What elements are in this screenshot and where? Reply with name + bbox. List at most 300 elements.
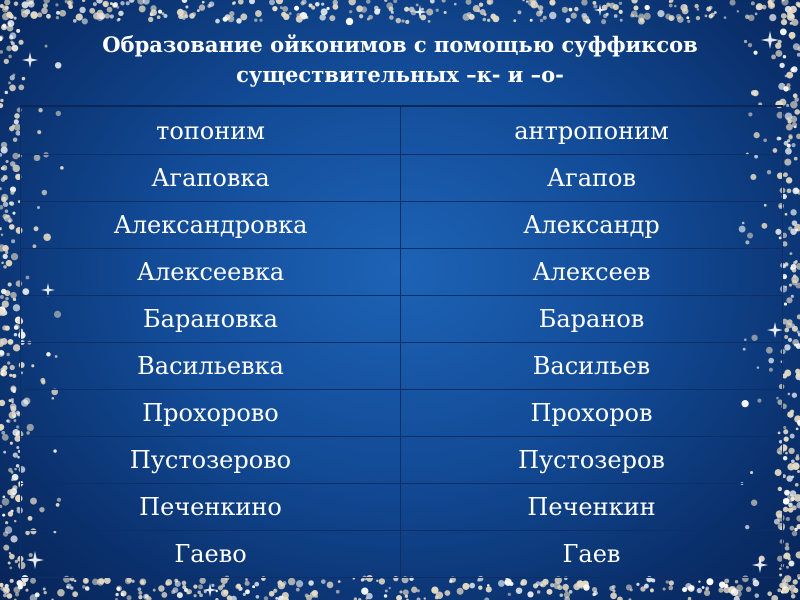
sparkle-dot	[791, 143, 795, 147]
sparkle-dot	[786, 13, 793, 20]
sparkle-dot	[560, 593, 563, 596]
sparkle-dot	[12, 474, 19, 481]
sparkle-dot	[296, 13, 301, 18]
sparkle-dot	[150, 5, 156, 11]
sparkle-dot	[790, 68, 794, 72]
sparkle-dot	[0, 4, 4, 8]
sparkle-dot	[462, 583, 469, 590]
sparkle-dot	[336, 590, 340, 594]
sparkle-dot	[421, 8, 424, 11]
sparkle-dot	[564, 592, 570, 598]
sparkle-dot	[110, 14, 114, 18]
sparkle-dot	[6, 353, 9, 356]
sparkle-dot	[785, 213, 788, 216]
sparkle-dot	[531, 4, 534, 7]
sparkle-dot	[442, 0, 446, 3]
sparkle-dot	[207, 4, 211, 8]
sparkle-dot	[795, 456, 799, 460]
sparkle-dot	[13, 298, 16, 301]
sparkle-dot	[792, 220, 798, 226]
sparkle-dot	[348, 0, 355, 5]
sparkle-dot	[102, 1, 108, 7]
sparkle-dot	[686, 16, 689, 19]
sparkle-dot	[384, 594, 387, 597]
sparkle-dot	[197, 591, 201, 595]
sparkle-dot	[10, 492, 15, 497]
sparkle-dot	[796, 454, 799, 457]
sparkle-dot	[553, 582, 560, 589]
toponym-cell: Алексеевка	[21, 249, 401, 296]
sparkle-dot	[245, 581, 250, 586]
sparkle-dot	[177, 9, 184, 16]
sparkle-dot	[684, 5, 687, 8]
sparkle-dot	[0, 50, 3, 54]
sparkle-dot	[229, 11, 234, 16]
sparkle-dot	[791, 594, 796, 599]
sparkle-dot	[157, 15, 161, 19]
sparkle-dot	[273, 589, 277, 593]
sparkle-dot	[787, 463, 794, 470]
table-row	[21, 531, 783, 578]
sparkle-dot	[791, 66, 797, 72]
sparkle-dot	[199, 4, 205, 10]
sparkle-dot	[243, 593, 246, 596]
sparkle-dot	[306, 595, 312, 600]
sparkle-dot	[7, 361, 10, 364]
sparkle-dot	[148, 17, 153, 22]
sparkle-dot	[536, 5, 539, 8]
sparkle-dot	[9, 412, 16, 419]
sparkle-dot	[277, 581, 281, 585]
sparkle-dot	[246, 590, 249, 593]
sparkle-dot	[14, 326, 18, 330]
sparkle-dot	[786, 517, 790, 521]
sparkle-dot	[783, 582, 787, 586]
sparkle-dot	[185, 5, 188, 8]
sparkle-dot	[786, 566, 789, 569]
sparkle-dot	[305, 16, 308, 19]
sparkle-dot	[784, 141, 789, 146]
sparkle-dot	[787, 10, 793, 16]
sparkle-dot	[389, 7, 394, 12]
sparkle-dot	[580, 585, 584, 589]
sparkle-dot	[66, 586, 68, 588]
sparkle-dot	[537, 590, 540, 593]
sparkle-dot	[791, 591, 794, 594]
sparkle-dot	[790, 229, 796, 235]
sparkle-dot	[215, 590, 217, 592]
sparkle-dot	[184, 588, 188, 592]
sparkle-dot	[236, 18, 241, 23]
sparkle-dot	[533, 583, 538, 588]
sparkle-dot	[8, 55, 11, 58]
sparkle-dot	[697, 588, 702, 593]
sparkle-dot	[227, 595, 232, 600]
sparkle-dot	[666, 580, 669, 583]
sparkle-dot	[786, 177, 792, 183]
sparkle-dot	[527, 591, 533, 597]
sparkle-dot	[794, 97, 799, 102]
sparkle-dot	[326, 7, 329, 10]
sparkle-dot	[791, 497, 795, 501]
sparkle-dot	[718, 588, 723, 593]
sparkle-dot	[13, 390, 16, 393]
sparkle-dot	[788, 134, 792, 138]
sparkle-dot	[562, 7, 568, 13]
sparkle-dot	[221, 584, 225, 588]
sparkle-dot	[4, 0, 10, 5]
sparkle-dot	[26, 0, 33, 5]
sparkle-dot	[232, 2, 235, 5]
sparkle-dot	[6, 12, 12, 18]
sparkle-dot	[70, 586, 73, 589]
sparkle-dot	[420, 15, 426, 21]
sparkle-dot	[97, 14, 104, 21]
sparkle-dot	[141, 580, 145, 584]
sparkle-dot	[11, 401, 13, 403]
sparkle-dot	[617, 596, 623, 600]
sparkle-dot	[663, 587, 666, 590]
sparkle-dot	[454, 3, 457, 6]
sparkle-dot	[478, 585, 482, 589]
sparkle-dot	[787, 319, 793, 325]
sparkle-dot	[0, 350, 5, 357]
sparkle-dot	[4, 587, 9, 592]
sparkle-dot	[5, 326, 10, 331]
sparkle-dot	[790, 37, 793, 40]
sparkle-dot	[784, 276, 787, 279]
sparkle-dot	[386, 2, 393, 9]
sparkle-dot	[10, 365, 15, 370]
anthroponym-cell: Печенкин	[401, 484, 783, 531]
sparkle-dot	[30, 594, 38, 600]
sparkle-dot	[158, 10, 162, 14]
sparkle-dot	[606, 2, 610, 6]
sparkle-dot	[752, 578, 756, 582]
sparkle-dot	[794, 415, 800, 422]
sparkle-dot	[97, 10, 104, 17]
sparkle-dot	[630, 588, 633, 591]
sparkle-dot	[793, 43, 800, 50]
sparkle-dot	[209, 1, 215, 7]
sparkle-dot	[783, 456, 787, 460]
toponym-cell: Печенкино	[21, 484, 401, 531]
sparkle-dot	[582, 15, 589, 22]
sparkle-dot	[321, 579, 326, 584]
sparkle-dot	[302, 0, 307, 5]
sparkle-dot	[9, 35, 13, 39]
sparkle-dot	[254, 18, 257, 21]
sparkle-dot	[694, 4, 698, 8]
sparkle-dot	[68, 4, 73, 9]
sparkle-dot	[2, 214, 7, 219]
sparkle-dot	[5, 584, 9, 588]
sparkle-dot	[793, 274, 796, 277]
sparkle-dot	[9, 567, 12, 570]
sparkle-dot	[698, 580, 700, 582]
sparkle-dot	[788, 226, 792, 230]
sparkle-dot	[3, 531, 8, 536]
sparkle-dot	[269, 0, 275, 5]
sparkle-dot	[0, 295, 4, 299]
sparkle-dot	[469, 14, 475, 20]
sparkle-dot	[43, 3, 48, 8]
sparkle-dot	[735, 580, 738, 583]
sparkle-dot	[385, 589, 388, 592]
sparkle-dot	[289, 12, 292, 15]
sparkle-dot	[644, 584, 649, 589]
sparkle-dot	[785, 542, 789, 546]
sparkle-dot	[687, 20, 690, 23]
sparkle-dot	[1, 24, 7, 30]
sparkle-dot	[484, 13, 487, 16]
sparkle-dot	[116, 6, 119, 9]
sparkle-dot	[13, 137, 18, 142]
sparkle-dot	[784, 262, 788, 266]
sparkle-dot	[566, 18, 571, 23]
sparkle-dot	[593, 4, 597, 8]
sparkle-dot	[640, 586, 645, 591]
sparkle-dot	[338, 580, 341, 583]
sparkle-dot	[9, 84, 16, 91]
sparkle-dot	[669, 4, 673, 8]
sparkle-dot	[3, 175, 8, 180]
sparkle-dot	[1, 146, 8, 153]
sparkle-dot	[312, 590, 318, 596]
sparkle-dot	[262, 578, 265, 581]
sparkle-dot	[11, 42, 15, 46]
sparkle-dot	[638, 14, 645, 21]
sparkle-dot	[528, 0, 535, 6]
sparkle-dot	[785, 75, 788, 78]
table-row	[21, 437, 783, 484]
sparkle-dot	[16, 464, 19, 467]
sparkle-dot	[674, 5, 677, 8]
sparkle-dot	[788, 448, 794, 454]
sparkle-dot	[103, 2, 107, 6]
sparkle-dot	[786, 582, 789, 585]
sparkle-dot	[651, 578, 655, 582]
sparkle-dot	[411, 9, 417, 15]
sparkle-dot	[784, 159, 791, 166]
sparkle-dot	[690, 585, 694, 589]
sparkle-dot	[562, 584, 569, 591]
sparkle-dot	[8, 218, 12, 222]
sparkle-dot	[564, 596, 570, 600]
sparkle-dot	[308, 580, 313, 585]
sparkle-dot	[72, 591, 78, 597]
sparkle-dot	[424, 597, 426, 599]
sparkle-dot	[789, 284, 792, 287]
sparkle-dot	[5, 251, 8, 254]
sparkle-dot	[792, 393, 797, 398]
sparkle-dot	[685, 583, 692, 590]
sparkle-dot	[526, 0, 528, 2]
sparkle-dot	[13, 586, 20, 593]
sparkle-dot	[737, 10, 739, 12]
sparkle-dot	[498, 580, 505, 587]
sparkle-dot	[389, 15, 394, 20]
sparkle-dot	[781, 590, 785, 594]
sparkle-dot	[786, 124, 793, 131]
sparkle-dot	[66, 584, 71, 589]
sparkle-dot	[280, 6, 283, 9]
sparkle-dot	[138, 591, 142, 595]
sparkle-dot	[619, 2, 622, 5]
sparkle-dot	[238, 588, 241, 591]
sparkle-dot	[709, 14, 713, 18]
sparkle-dot	[557, 585, 562, 590]
sparkle-dot	[521, 579, 528, 586]
sparkle-dot	[221, 590, 228, 597]
sparkle-dot	[697, 8, 700, 11]
sparkle-dot	[22, 1, 29, 8]
sparkle-dot	[112, 3, 117, 8]
sparkle-dot	[784, 507, 787, 510]
sparkle-dot	[636, 583, 639, 586]
sparkle-dot	[0, 342, 4, 347]
sparkle-dot	[7, 25, 14, 32]
sparkle-dot	[785, 6, 792, 13]
sparkle-dot	[486, 586, 492, 592]
sparkle-dot	[777, 588, 781, 592]
sparkle-dot	[793, 579, 798, 584]
sparkle-dot	[238, 0, 244, 5]
sparkle-dot	[795, 283, 800, 289]
sparkle-dot	[143, 594, 149, 600]
sparkle-dot	[271, 592, 274, 595]
sparkle-dot	[97, 578, 104, 585]
sparkle-dot	[3, 451, 6, 454]
sparkle-dot	[7, 593, 13, 599]
sparkle-dot	[113, 2, 118, 7]
sparkle-dot	[171, 590, 175, 594]
sparkle-dot	[379, 578, 385, 584]
sparkle-dot	[296, 580, 303, 587]
sparkle-dot	[98, 13, 105, 20]
sparkle-dot	[211, 584, 214, 587]
sparkle-dot	[783, 55, 786, 58]
sparkle-dot	[788, 120, 792, 124]
sparkle-dot	[614, 14, 618, 18]
sparkle-dot	[796, 551, 800, 558]
sparkle-dot	[784, 344, 790, 350]
slide-title	[20, 30, 780, 90]
sparkle-dot	[0, 338, 3, 342]
sparkle-dot	[416, 3, 419, 6]
sparkle-dot	[44, 591, 47, 594]
sparkle-dot	[310, 591, 316, 597]
sparkle-dot	[0, 505, 2, 508]
sparkle-dot	[8, 220, 11, 223]
sparkle-dot	[249, 0, 255, 4]
sparkle-dot	[769, 14, 776, 21]
sparkle-dot	[430, 0, 435, 4]
sparkle-dot	[8, 561, 11, 564]
sparkle-dot	[11, 387, 17, 393]
sparkle-dot	[409, 7, 415, 13]
sparkle-dot	[10, 41, 13, 44]
sparkle-dot	[767, 591, 772, 596]
sparkle-dot	[150, 9, 157, 16]
sparkle-dot	[795, 260, 798, 263]
sparkle-dot	[12, 414, 16, 418]
sparkle-dot	[9, 126, 14, 131]
sparkle-dot	[796, 343, 800, 349]
sparkle-dot	[793, 93, 798, 98]
sparkle-dot	[650, 588, 654, 592]
sparkle-dot	[21, 582, 26, 587]
sparkle-dot	[680, 4, 687, 11]
sparkle-dot	[4, 290, 10, 296]
sparkle-dot	[16, 174, 19, 177]
sparkle-dot	[539, 10, 543, 14]
sparkle-dot	[796, 502, 800, 509]
sparkle-dot	[182, 17, 185, 20]
sparkle-dot	[788, 561, 794, 567]
sparkle-dot	[1, 338, 8, 345]
sparkle-dot	[783, 429, 788, 434]
anthroponym-cell: Баранов	[401, 296, 783, 343]
sparkle-dot	[404, 7, 409, 12]
sparkle-dot	[547, 589, 553, 595]
sparkle-dot	[0, 369, 7, 376]
sparkle-dot	[549, 12, 556, 19]
sparkle-dot	[1, 289, 6, 294]
sparkle-dot	[581, 0, 587, 6]
sparkle-dot	[788, 338, 792, 342]
sparkle-dot	[21, 9, 26, 14]
sparkle-dot	[609, 586, 614, 591]
sparkle-dot	[609, 3, 615, 9]
sparkle-dot	[787, 139, 790, 142]
sparkle-dot	[10, 385, 16, 391]
sparkle-dot	[612, 585, 616, 589]
sparkle-dot	[620, 19, 623, 22]
sparkle-dot	[3, 311, 7, 315]
sparkle-dot	[4, 215, 11, 222]
sparkle-dot	[782, 578, 787, 583]
sparkle-dot	[790, 267, 793, 270]
sparkle-dot	[12, 485, 17, 490]
sparkle-dot	[569, 590, 573, 594]
sparkle-dot	[73, 19, 77, 23]
sparkle-dot	[193, 585, 197, 589]
sparkle-dot	[361, 588, 368, 595]
sparkle-dot	[435, 596, 439, 600]
sparkle-dot	[794, 528, 797, 531]
sparkle-dot	[436, 592, 443, 599]
sparkle-dot	[30, 11, 38, 19]
sparkle-dot	[487, 0, 494, 5]
sparkle-dot	[8, 282, 12, 286]
sparkle-dot	[366, 593, 372, 599]
sparkle-dot	[644, 13, 651, 20]
anthroponym-cell: Гаев	[401, 531, 783, 578]
sparkle-dot	[236, 584, 241, 589]
sparkle-dot	[0, 153, 2, 157]
sparkle-dot	[788, 557, 791, 560]
sparkle-dot	[530, 1, 537, 8]
sparkle-dot	[315, 595, 318, 598]
header-toponym: топоним	[21, 106, 401, 155]
sparkle-dot	[417, 589, 420, 592]
sparkle-dot	[536, 11, 542, 17]
sparkle-dot	[0, 309, 7, 316]
sparkle-dot	[794, 494, 800, 502]
sparkle-dot	[516, 587, 523, 594]
table-row	[21, 343, 783, 390]
